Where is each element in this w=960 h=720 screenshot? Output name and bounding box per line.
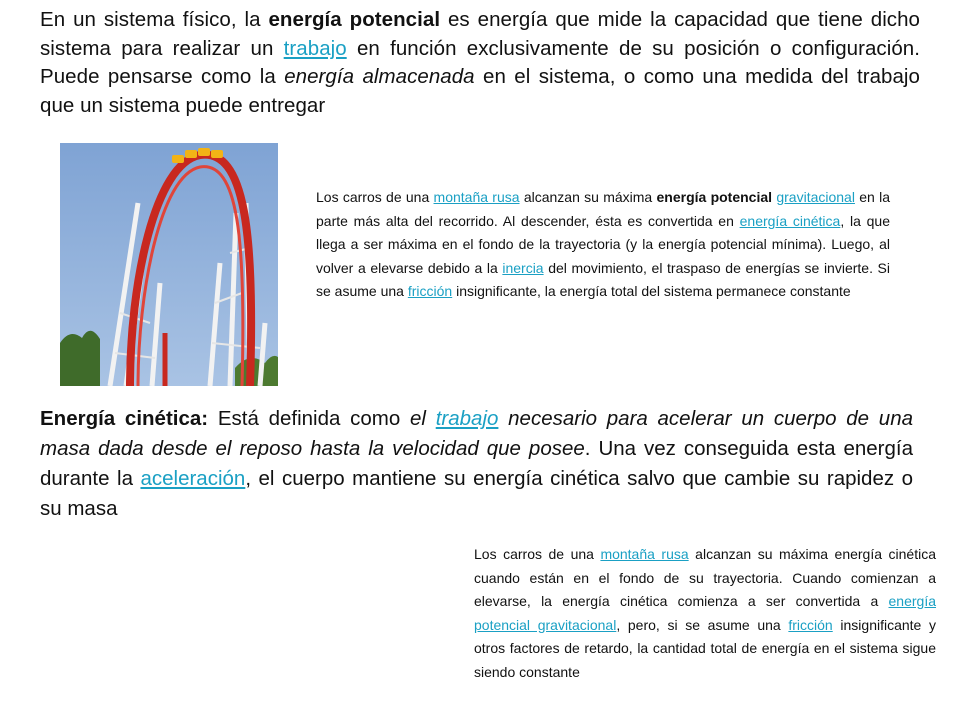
- text: insignificante y otros factores de retardo, la cantidad total de energía en el sistema sigue siendo constante: [474, 616, 936, 680]
- text: en el sistema, o como una medida del trabajo que un sistema puede entregar: [40, 65, 920, 117]
- link-trabajo[interactable]: trabajo: [435, 407, 499, 430]
- link-montana-rusa[interactable]: montaña rusa: [433, 189, 520, 205]
- text: . Una vez conseguida esta energía durante la: [40, 437, 913, 490]
- term-kinetic-energy: Energía cinética:: [40, 407, 209, 430]
- text: Los carros de una: [474, 546, 601, 562]
- text: es energía que mide la capacidad que tiene dicho sistema para realizar un: [40, 8, 920, 60]
- text: Los carros de una: [316, 189, 434, 205]
- term-potential-energy: energía potencial: [656, 189, 773, 205]
- kinetic-energy-paragraph: [40, 404, 913, 524]
- potential-energy-caption: [316, 186, 890, 304]
- text: insignificante, la energía total del sistema permanece constante: [452, 283, 851, 299]
- link-inercia[interactable]: inercia: [502, 259, 544, 276]
- text: Está definida como: [208, 407, 411, 430]
- link-trabajo[interactable]: trabajo: [283, 36, 347, 60]
- link-montana-rusa[interactable]: montaña rusa: [600, 546, 689, 562]
- link-energia-potencial-gravitacional[interactable]: energía potencial gravitacional: [474, 593, 936, 633]
- link-aceleracion[interactable]: aceleración: [140, 467, 246, 490]
- potential-energy-paragraph: [40, 6, 920, 120]
- roller-coaster-photo: [60, 143, 278, 386]
- text: en función exclusivamente de su posición o configuración. Puede pensarse como la: [40, 36, 920, 88]
- link-gravitacional[interactable]: gravitacional: [776, 189, 855, 205]
- emphasis-stored-energy: energía almacenada: [284, 65, 475, 88]
- emphasis: necesario para acelerar un cuerpo de una masa dada desde el reposo hasta la velocidad que posee: [40, 407, 914, 460]
- text: , el cuerpo mantiene su energía cinética salvo que cambie su rapidez o su masa: [40, 467, 913, 520]
- kinetic-energy-caption: [474, 543, 936, 684]
- text: , la que llega a ser máxima en el fondo de la trayectoria (y la energía potencial mínima). Luego, al volver a elevarse debido a la: [316, 212, 890, 276]
- term-potential-energy: energía potencial: [268, 8, 441, 31]
- text: alcanzan su máxima energía cinética cuando están en el fondo de su trayectoria. Cuando comienzan a elevarse, la energía cinética comienza a ser convertida a: [474, 546, 936, 609]
- text: del movimiento, el traspaso de energías se invierte. Si se asume una: [316, 259, 891, 299]
- text: en la parte más alta del recorrido. Al descender, ésta es convertida en: [316, 189, 890, 229]
- text: , pero, si se asume una: [616, 616, 789, 633]
- text: En un sistema físico, la: [40, 8, 269, 31]
- link-friccion[interactable]: fricción: [788, 616, 833, 633]
- text: alcanzan su máxima: [519, 189, 657, 205]
- link-energia-cinetica[interactable]: energía cinética: [739, 212, 841, 229]
- roller-coaster-image: [60, 143, 278, 386]
- emphasis: el: [410, 407, 436, 430]
- link-friccion[interactable]: fricción: [407, 283, 453, 299]
